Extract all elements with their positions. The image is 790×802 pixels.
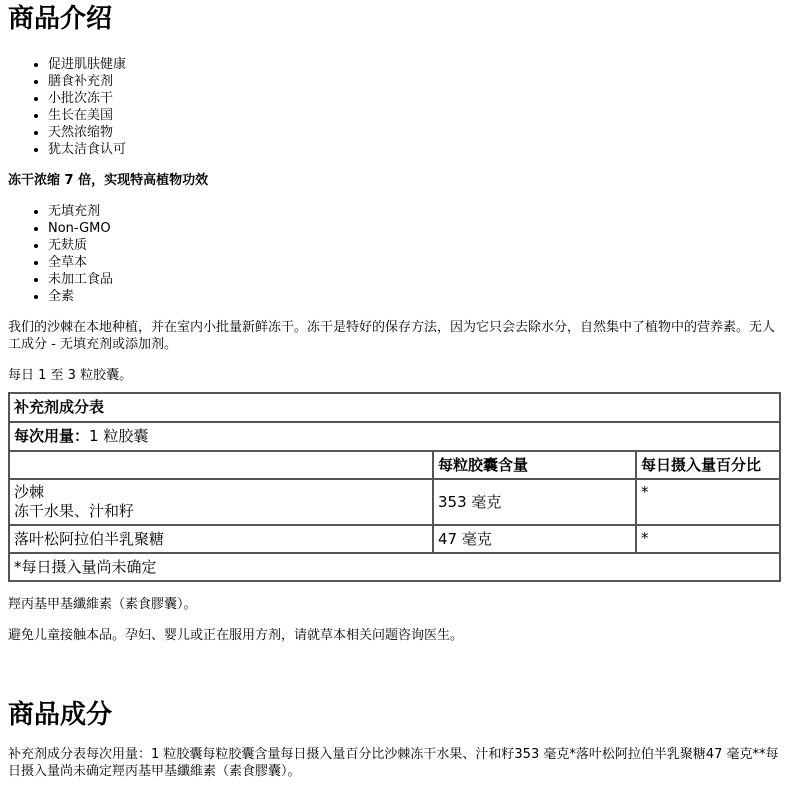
- serving-size: [9, 422, 780, 451]
- feature-list: [8, 56, 782, 158]
- list-item: • 促进肌肤健康: [48, 56, 782, 73]
- list-item: • Non-GMO: [48, 220, 782, 237]
- list-item: • 全草本: [48, 254, 782, 271]
- header-daily-value: 每日摄入量百分比: [636, 451, 780, 479]
- warning-text: 避免儿童接触本品。孕妇、婴儿或正在服用方剂，请就草本相关问题咨询医生。: [8, 628, 464, 643]
- product-page: [0, 2, 790, 780]
- facts-footnote: *每日摄入量尚未确定: [9, 553, 780, 581]
- serving-label: 每次用量：: [14, 427, 90, 445]
- list-item: • 无麸质: [48, 237, 782, 254]
- ingredient-name: 沙棘: [14, 483, 45, 501]
- attribute-list: [8, 203, 782, 305]
- list-item: • 无填充剂: [48, 203, 782, 220]
- table-row: [9, 525, 780, 553]
- ingredients-text: 补充剂成分表每次用量：1 粒胶囊每粒胶囊含量每日摄入量百分比沙棘冻干水果、汁和籽353 毫克*落叶松阿拉伯半乳聚糖47 毫克**每日摄入量尚未确定羥丙基甲基纖維素（素食膠囊）。: [8, 747, 779, 779]
- list-item: • 生长在美国: [48, 107, 782, 124]
- amount-cell: 353 毫克: [433, 479, 636, 525]
- header-amount: 每粒胶囊含量: [433, 451, 636, 479]
- header-empty-cell: [9, 451, 433, 479]
- amount-cell: 47 毫克: [433, 525, 636, 553]
- capsule-text: 羥丙基甲基纖維素（素食膠囊）。: [8, 597, 197, 612]
- dosage-text: 每日 1 至 3 粒胶囊。: [8, 368, 133, 383]
- facts-title: 补充剂成分表: [9, 393, 780, 422]
- ingredient-name: 落叶松阿拉伯半乳聚糖: [9, 525, 433, 553]
- list-item: • 未加工食品: [48, 271, 782, 288]
- daily-value-cell: *: [636, 479, 780, 525]
- ingredient-cell: [9, 479, 433, 525]
- list-item: • 小批次冻干: [48, 90, 782, 107]
- list-item: • 膳食补充剂: [48, 73, 782, 90]
- table-row: [9, 479, 780, 525]
- ingredient-detail: 冻干水果、汁和籽: [14, 502, 135, 520]
- highlight-text: 冻干浓缩 7 倍，实现特高植物功效: [8, 173, 209, 188]
- intro-heading: 商品介绍: [8, 4, 113, 34]
- table-header-row: [9, 451, 780, 479]
- list-item: • 全素: [48, 288, 782, 305]
- description-paragraph: 我们的沙棘在本地种植，并在室内小批量新鲜冻干。冻干是特好的保存方法，因为它只会去除水分，自然集中了植物中的营养素。无人工成分 - 无填充剂或添加剂。: [8, 320, 776, 352]
- list-item: • 犹太洁食认可: [48, 141, 782, 158]
- daily-value-cell: *: [636, 525, 780, 553]
- supplement-facts-table: [8, 392, 781, 582]
- serving-value: 1 粒胶囊: [89, 427, 149, 445]
- list-item: • 天然浓缩物: [48, 124, 782, 141]
- ingredients-heading: 商品成分: [8, 700, 113, 730]
